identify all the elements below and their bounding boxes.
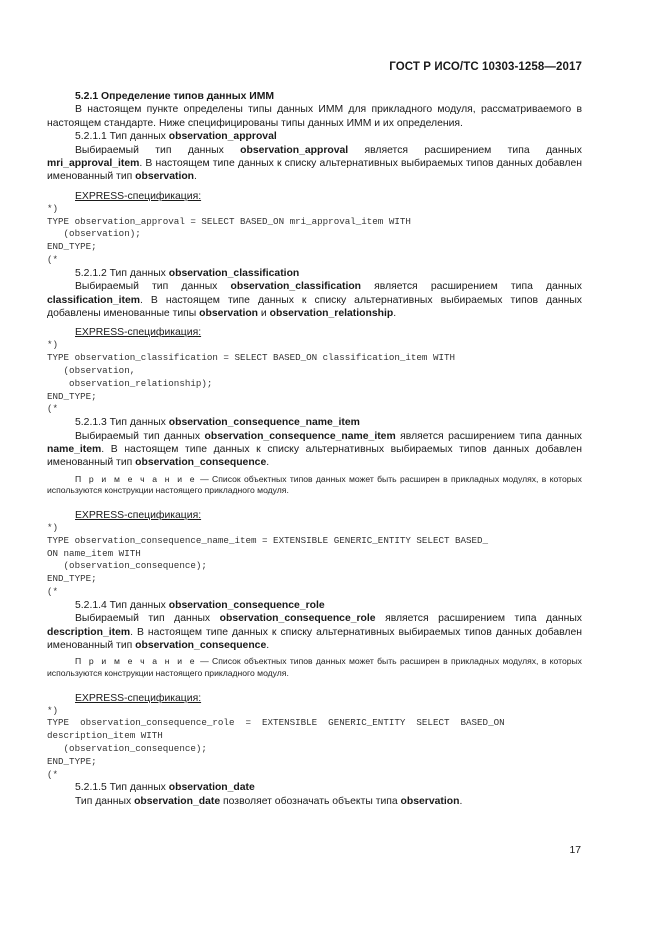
section-title-5-2-1: 5.2.1 Определение типов данных ИММ: [75, 91, 275, 102]
express-label: EXPRESS-спецификация:: [75, 692, 202, 704]
note-extensible: П р и м е ч а н и е — Список объектных типов данных может быть расширен в прикладных модулях, в которых используются конструкции настоящего прикладного модуля.: [47, 656, 582, 679]
section-intro: В настоящем пункте определены типы данных ИММ для прикладного модуля, рассматриваемого в настоящем стандарте. Ниже специфицированы типы данных ИММ и их определения.: [47, 104, 582, 129]
note-extensible: П р и м е ч а н и е — Список объектных типов данных может быть расширен в прикладных модулях, в которых используются конструкции настоящего прикладного модуля.: [47, 473, 582, 496]
express-code-observation-consequence-name-item: *) TYPE observation_consequence_name_item = EXTENSIBLE GENERIC_ENTITY SELECT BASED_ ON name_item WITH (observation_consequence); END_TYPE; (*: [47, 522, 489, 598]
express-code-observation-consequence-role: *) TYPE observation_consequence_role = EXTENSIBLE GENERIC_ENTITY SELECT BASED_ON description_item WITH (observation_consequence); END_TYPE; (*: [47, 704, 505, 780]
subsection-heading-observation-classification: 5.2.1.2 Тип данных observation_classification: [75, 267, 300, 279]
subsection-description-observation-classification: Выбираемый тип данных observation_classification является расширением типа данных classification_item. В настоящем типе данных к списку альтернативных выбираемых типов данных добавлены именованные типы observation и observation_relationship.: [47, 281, 582, 320]
express-code-observation-classification: *) TYPE observation_classification = SELECT BASED_ON classification_item WITH (observation, observation_relationship); END_TYPE; (*: [47, 339, 455, 415]
express-label: EXPRESS-спецификация:: [75, 190, 202, 202]
express-code-observation-approval: *) TYPE observation_approval = SELECT BASED_ON mri_approval_item WITH (observation); END_TYPE; (*: [47, 202, 411, 266]
page-content: [47, 90, 582, 808]
subsection-description-observation-approval: Выбираемый тип данных observation_approval является расширением типа данных mri_approval_item. В настоящем типе данных к списку альтернативных выбираемых типов данных добавлен именованный тип observation.: [47, 144, 582, 183]
express-label: EXPRESS-спецификация:: [75, 510, 202, 522]
subsection-heading-observation-consequence-role: 5.2.1.4 Тип данных observation_consequence_role: [75, 599, 325, 611]
subsection-heading-observation-consequence-name-item: 5.2.1.3 Тип данных observation_consequence_name_item: [75, 417, 360, 429]
express-label: EXPRESS-спецификация:: [75, 327, 202, 339]
subsection-description-observation-date: Тип данных observation_date позволяет обозначать объекты типа observation.: [75, 795, 463, 807]
subsection-heading-observation-date: 5.2.1.5 Тип данных observation_date: [75, 782, 255, 794]
page-number: 17: [569, 845, 581, 856]
standard-header: ГОСТ Р ИСО/ТС 10303-1258—2017: [389, 61, 582, 73]
subsection-heading-observation-approval: 5.2.1.1 Тип данных observation_approval: [75, 131, 277, 143]
subsection-description-observation-consequence-name-item: Выбираемый тип данных observation_consequence_name_item является расширением типа данных name_item. В настоящем типе данных к списку альтернативных выбираемых типов данных добавлен именованный тип observation_consequence.: [47, 430, 582, 469]
subsection-description-observation-consequence-role: Выбираемый тип данных observation_consequence_role является расширением типа данных description_item. В настоящем типе данных к списку альтернативных выбираемых типов данных добавлен именованный тип observation_consequence.: [47, 613, 582, 652]
